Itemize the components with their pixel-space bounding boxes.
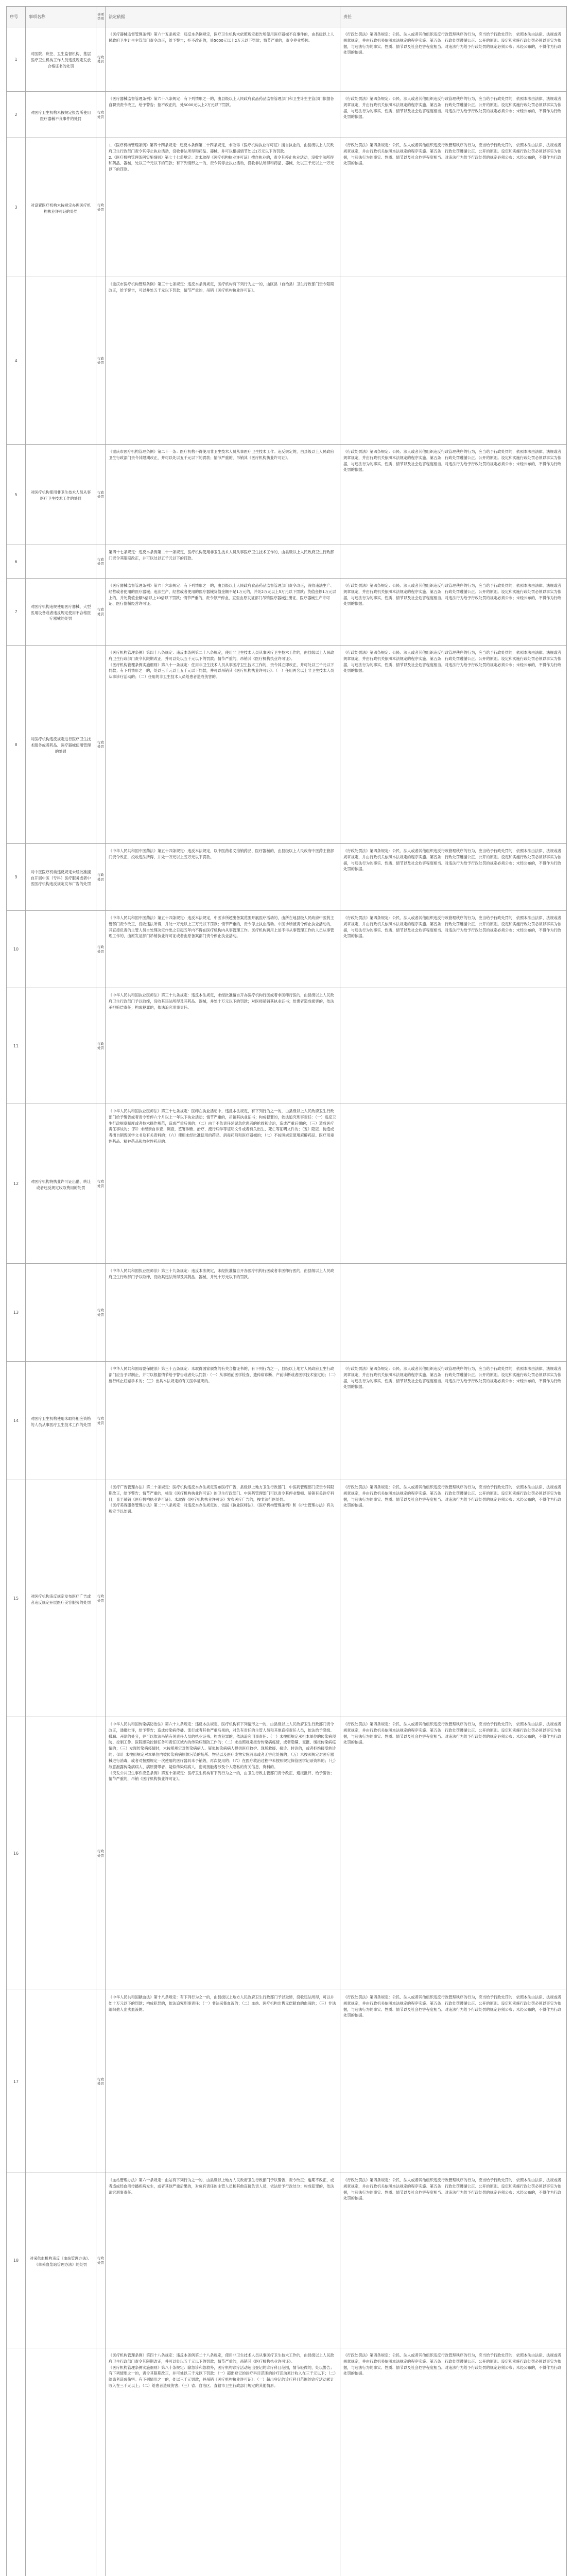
row-item-type: 行政处罚 [96,1264,106,1361]
row-item-name [26,911,96,988]
basis-paragraph: 《中华人民共和国中医药法》第五十四条规定：违反本法规定，中医诊所超出备案范围开展医疗活动的，由所在地县级人民政府中医药主管部门责令改正，没收违法所得，并处一万元以上三万元以下罚款；情节严重的，责令停止执业活动。中医诊所被责令停止执业活动的，其直接负责的主管人员自处理决定作出之日起五年内不得在医疗机构内从事管理工作。医疗机构聘用上述不得从事管理工作的人员从事管理工作的，由原发证部门吊销执业许可证或者由原备案部门责令停止执业活动。 [109,916,334,939]
row-legal-basis [106,27,340,91]
row-legal-basis [106,911,340,988]
row-item-type: 行政处罚 [96,277,106,444]
row-item-type: 行政处罚 [96,2173,106,2348]
basis-paragraph: 《重庆市医疗机构管理条例》第二十一条：医疗机构不得使用非卫生技术人员从事医疗卫生技术工作。违反规定的，由县级以上人民政府卫生行政部门责令其限期改正，并可以处以五千元以下的罚款；情节严重的，吊销其《医疗机构执业许可证》。 [109,449,334,460]
row-legal-basis [106,1717,340,1990]
row-index: 12 [7,1104,26,1263]
row-index: 6 [7,545,26,578]
row-legal-basis [106,445,340,545]
document-table [6,6,567,2576]
row-legal-basis [106,988,340,1104]
row-item-name: 对医疗机构违反规定进行医疗卫生技术服务或者药品、医疗器械使用管理的处罚 [26,646,96,843]
responsibility-text: 《行政处罚法》第四条规定：公民、法人或者其他组织违反行政管理秩序的行为，应当给予行政处罚的，依照本法由法律、法规或者规章规定，并由行政机关依照本法规定的程序实施。第五条：行政处罚遵循公正、公开的原则。设定和实施行政处罚必须以事实为依据，与违法行为的事实、性质、情节以及社会危害程度相当。对违法行为给予行政处罚的规定必须公布；未经公布的，不得作为行政处罚的依据。 [343,143,562,166]
row-legal-basis [106,1104,340,1263]
header-type: 事项类别 [96,7,106,27]
row-legal-basis [106,545,340,578]
row-item-type: 行政处罚 [96,1104,106,1263]
table-row [7,844,566,911]
table-row [7,1362,566,1480]
responsibility-text: 《行政处罚法》第四条规定：公民、法人或者其他组织违反行政管理秩序的行为，应当给予行政处罚的，依照本法由法律、法规或者规章规定，并由行政机关依照本法规定的程序实施。第五条：行政处罚遵循公正、公开的原则。设定和实施行政处罚必须以事实为依据，与违法行为的事实、性质、情节以及社会危害程度相当。对违法行为给予行政处罚的规定必须公布；未经公布的，不得作为行政处罚的依据。 [343,96,562,120]
basis-paragraph: 《中华人民共和国传染病防治法》第六十九条规定：违反本法规定，医疗机构有下列情形之一的，由县级以上人民政府卫生行政部门责令改正，通报批评，给予警告；造成传染病传播、流行或者其他严重后果的，对负有责任的主管人员和其他直接责任人员，依法给予降级、撤职、开除的处分，并可以依法吊销有关责任人员的执业证书；构成犯罪的，依法追究刑事责任：（一）未按照规定承担本单位的传染病预防、控制工作、医院感染控制任务和责任区域内的传染病预防工作的；（二）未按照规定报告传染病疫情，或者隐瞒、谎报、缓报传染病疫情的；（三）发现传染病疫情时，未按照规定对传染病病人、疑似传染病病人提供医疗救护、现场救援、接诊、转诊的，或者拒绝接受转诊的；（四）未按照规定对本单位内被传染病病原体污染的场所、物品以及医疗废物实施消毒或者无害化处置的；（五）未按照规定对医疗器械进行消毒，或者对按照规定一次使用的医疗器具未予销毁，再次使用的；（六）在医疗救治过程中未按照规定保管医学记录资料的；（七）故意泄露传染病病人、病原携带者、疑似传染病病人、密切接触者涉及个人隐私的有关信息、资料的。 [109,1722,336,1769]
table-row [7,445,566,545]
basis-paragraph: 《医疗器械监督管理条例》第六十六条规定：有下列情形之一的，由县级以上人民政府食品药品监督管理部门责令改正，没收违法生产、经营或者使用的医疗器械；违法生产、经营或者使用的医疗器械货值金额不足1万元的，并处2万元以上5万元以下罚款；货值金额1万元以上的，并处货值金额5倍以上10倍以下罚款；情节严重的，责令停产停业，直至由原发证部门吊销医疗器械注册证、医疗器械生产许可证、医疗器械经营许可证。 [109,583,336,606]
row-item-name: 对采供血机构违反《血站管理办法》、《单采血浆站管理办法》的处罚 [26,2173,96,2348]
row-responsibility [340,138,567,277]
row-legal-basis [106,844,340,910]
row-responsibility [340,545,567,578]
row-item-name: 对医院、疾控、卫生监督机构、基层医疗卫生机构工作人员违反规定发放合格证书的处罚 [26,27,96,91]
row-legal-basis [106,2173,340,2348]
row-item-name: 对医疗机构使用非卫生技术人员从事医疗卫生技术工作的处罚 [26,445,96,545]
basis-paragraph: 《血站管理办法》第六十条规定：血站有下列行为之一的，由县级以上地方人民政府卫生行政部门予以警告、责令改正；逾期不改正，或者造成经血液传播疾病发生，或者其他严重后果的，对负有责任的主管人员和其他直接负责人员，依法给予行政处分；构成犯罪的，依法追究刑事责任。 [109,2178,334,2195]
responsibility-text: 《行政处罚法》第四条规定：公民、法人或者其他组织违反行政管理秩序的行为，应当给予行政处罚的，依照本法由法律、法规或者规章规定，并由行政机关依照本法规定的程序实施。第五条：行政处罚遵循公正、公开的原则。设定和实施行政处罚必须以事实为依据，与违法行为的事实、性质、情节以及社会危害程度相当。对违法行为给予行政处罚的规定必须公布；未经公布的，不得作为行政处罚的依据。 [343,1995,562,2018]
responsibility-text: 《行政处罚法》第四条规定：公民、法人或者其他组织违反行政管理秩序的行为，应当给予行政处罚的，依照本法由法律、法规或者规章规定，并由行政机关依照本法规定的程序实施。第五条：行政处罚遵循公正、公开的原则。设定和实施行政处罚必须以事实为依据，与违法行为的事实、性质、情节以及社会危害程度相当。对违法行为给予行政处罚的规定必须公布；未经公布的，不得作为行政处罚的依据。 [343,2353,562,2376]
row-responsibility [340,911,567,988]
row-legal-basis [106,92,340,138]
table-header [7,7,566,27]
row-index: 1 [7,27,26,91]
basis-paragraph: 2.《医疗机构管理条例实施细则》第七十七条规定：对未取得《医疗机构执业许可证》擅自执业的，责令其停止执业活动，没收非法所得和药品、器械，处以三千元以下的罚款；有下列情形之一的，责令其停止执业活动，没收非法所得和药品、器械，处以三千元以上一万元以下的罚款。 [109,155,334,172]
responsibility-text: 《行政处罚法》第四条规定：公民、法人或者其他组织违反行政管理秩序的行为，应当给予行政处罚的，依照本法由法律、法规或者规章规定，并由行政机关依照本法规定的程序实施。第五条：行政处罚遵循公正、公开的原则。设定和实施行政处罚必须以事实为依据，与违法行为的事实、性质、情节以及社会危害程度相当。对违法行为给予行政处罚的规定必须公布；未经公布的，不得作为行政处罚的依据。 [343,849,562,872]
basis-paragraph: 《医疗机构管理条例实施细则》第八十一条规定：任用非卫生技术人员从事医疗卫生技术工作的，责令其立即改正，并可处以三千元以下罚款；有下列情形之一的，处以三千元以上五千元以下罚款，并可以吊销其《医疗机构执业许可证》：（一）任用两名以上非卫生技术人员从事诊疗活动的；（二）任用的非卫生技术人员给患者造成伤害的。 [109,662,334,680]
row-index: 8 [7,646,26,843]
responsibility-text: 《行政处罚法》第四条规定：公民、法人或者其他组织违反行政管理秩序的行为，应当给予行政处罚的，依照本法由法律、法规或者规章规定，并由行政机关依照本法规定的程序实施。第五条：行政处罚遵循公正、公开的原则。设定和实施行政处罚必须以事实为依据，与违法行为的事实、性质、情节以及社会危害程度相当。对违法行为给予行政处罚的规定必须公布；未经公布的，不得作为行政处罚的依据。 [343,916,562,939]
basis-paragraph: 《医疗器械监督管理条例》第六十五条规定：违反本条例规定，医疗卫生机构未依照规定报告所使用医疗器械不良事件的，由县级以上人民政府卫生计生主管部门责令改正，给予警告；拒不改正的，处5000元以上2万元以下罚款；情节严重的，责令停业整顿。 [109,32,334,43]
row-item-type: 行政处罚 [96,844,106,910]
basis-paragraph: 《医疗器械监督管理条例》第六十八条规定：有下列情形之一的，由县级以上人民政府食品药品监督管理部门和卫生计生主管部门依据各自职责责令改正，给予警告；拒不改正的，处5000元以上2万元以下罚款。 [109,96,334,107]
row-index: 10 [7,911,26,988]
row-item-name [26,545,96,578]
row-item-type: 行政处罚 [96,579,106,645]
row-index: 4 [7,277,26,444]
header-item: 事项名称 [26,7,96,27]
table-row [7,277,566,445]
basis-paragraph: 《中华人民共和国执业医师法》第三十七条规定：医师在执业活动中，违反本法规定，有下列行为之一的，由县级以上人民政府卫生行政部门给予警告或者责令暂停六个月以上一年以下执业活动；情节严重的，吊销其执业证书；构成犯罪的，依法追究刑事责任：（一）违反卫生行政规章制度或者技术操作规范，造成严重后果的；（二）由于不负责任延误急危患者的抢救和诊治，造成严重后果的；（三）造成医疗责任事故的；（四）未经亲自诊查、调查，签署诊断、治疗、流行病学等证明文件或者有关出生、死亡等证明文件的；（五）隐匿、伪造或者擅自销毁医学文书及有关资料的；（六）使用未经批准使用的药品、消毒药剂和医疗器械的；（七）不按照规定使用麻醉药品、医疗用毒性药品、精神药品和放射性药品的。 [109,1109,336,1144]
row-responsibility [340,2173,567,2348]
row-index [7,2348,26,2576]
basis-paragraph: 《重庆市医疗机构管理条例》第三十七条规定：违反本条例规定，医疗机构有下列行为之一的，由区县（自治县）卫生行政部门责令限期改正，给予警告，可以并处五千元以下罚款；情节严重的，吊销《医疗机构执业许可证》。 [109,282,334,293]
row-item-name: 对医疗卫生机构使用未取得相应资格的人员从事医疗卫生技术工作的处罚 [26,1362,96,1480]
row-index: 16 [7,1717,26,1990]
basis-paragraph: 《医疗机构管理条例》第四十八条规定：违反本条例第二十八条规定，使用非卫生技术人员从事医疗卫生技术工作的，由县级以上人民政府卫生行政部门责令其限期改正，并可以处以五千元以下的罚款；情节严重的，吊销其《医疗机构执业许可证》。 [109,2353,334,2364]
table-row [7,92,566,138]
responsibility-text: 《行政处罚法》第四条规定：公民、法人或者其他组织违反行政管理秩序的行为，应当给予行政处罚的，依照本法由法律、法规或者规章规定，并由行政机关依照本法规定的程序实施。第五条：行政处罚遵循公正、公开的原则。设定和实施行政处罚必须以事实为依据，与违法行为的事实、性质、情节以及社会危害程度相当。对违法行为给予行政处罚的规定必须公布；未经公布的，不得作为行政处罚的依据。 [343,32,562,55]
row-item-type: 行政处罚 [96,27,106,91]
row-item-type: 行政处罚 [96,545,106,578]
row-index: 2 [7,92,26,138]
table-row [7,1717,566,1990]
row-responsibility [340,27,567,91]
table-row [7,27,566,92]
row-index: 18 [7,2173,26,2348]
table-row [7,2348,566,2576]
row-item-name: 对医疗机构违规使用医疗器械、大型医用设备或者违反规定使用不合格医疗器械的处罚 [26,579,96,645]
row-item-type [96,2348,106,2576]
header-duty: 责任 [343,14,352,19]
row-item-type: 行政处罚 [96,1480,106,1717]
table-row [7,1990,566,2173]
basis-paragraph: 《中华人民共和国中医药法》第五十四条规定：违反本法规定，以中医药名义推销药品、医疗器械的，由县级以上人民政府中医药主管部门责令改正，没收违法所得，并处一万元以上五万元以下罚款。 [109,849,334,859]
row-responsibility [340,277,567,444]
row-index: 5 [7,445,26,545]
responsibility-text: 《行政处罚法》第四条规定：公民、法人或者其他组织违反行政管理秩序的行为，应当给予行政处罚的，依照本法由法律、法规或者规章规定，并由行政机关依照本法规定的程序实施。第五条：行政处罚遵循公正、公开的原则。设定和实施行政处罚必须以事实为依据，与违法行为的事实、性质、情节以及社会危害程度相当。对违法行为给予行政处罚的规定必须公布；未经公布的，不得作为行政处罚的依据。 [343,1722,562,1745]
row-responsibility [340,1990,567,2173]
row-index: 11 [7,988,26,1104]
table-row [7,646,566,844]
row-responsibility [340,92,567,138]
row-legal-basis [106,277,340,444]
basis-paragraph: 《医疗美容服务管理办法》第二十八条规定：对违反本办法规定的，依据《执业医师法》、《医疗机构管理条例》和《护士管理办法》有关规定予以处罚。 [109,1503,334,1514]
row-item-name [26,277,96,444]
row-responsibility [340,646,567,843]
row-item-name [26,988,96,1104]
row-index: 9 [7,844,26,910]
row-legal-basis [106,1264,340,1361]
basis-paragraph: 《中华人民共和国执业医师法》第三十九条规定：违反本法规定，未经批准擅自开办医疗机构行医或者非医师行医的，由县级以上人民政府卫生行政部门予以取缔，没收其违法所得及其药品、器械，并处十万元以下的罚款；对医师吊销其执业证书；给患者造成损害的，依法承担赔偿责任；构成犯罪的，依法追究刑事责任。 [109,993,334,1010]
row-item-name: 对设置医疗机构未按规定办理医疗机构执业许可证的处罚 [26,138,96,277]
responsibility-text: 《行政处罚法》第四条规定：公民、法人或者其他组织违反行政管理秩序的行为，应当给予行政处罚的，依照本法由法律、法规或者规章规定，并由行政机关依照本法规定的程序实施。第五条：行政处罚遵循公正、公开的原则。设定和实施行政处罚必须以事实为依据，与违法行为的事实、性质、情节以及社会危害程度相当。对违法行为给予行政处罚的规定必须公布；未经公布的，不得作为行政处罚的依据。 [343,1366,562,1389]
basis-paragraph: 《医疗机构管理条例》第四十八条规定：违反本条例第二十八条规定，使用非卫生技术人员从事医疗卫生技术工作的，由县级以上人民政府卫生行政部门责令其限期改正，并可以处以五千元以下的罚款；情节严重的，吊销其《医疗机构执业许可证》。 [109,650,334,661]
table-row [7,988,566,1104]
responsibility-text: 《行政处罚法》第四条规定：公民、法人或者其他组织违反行政管理秩序的行为，应当给予行政处罚的，依照本法由法律、法规或者规章规定，并由行政机关依照本法规定的程序实施。第五条：行政处罚遵循公正、公开的原则。设定和实施行政处罚必须以事实为依据，与违法行为的事实、性质、情节以及社会危害程度相当。对违法行为给予行政处罚的规定必须公布；未经公布的，不得作为行政处罚的依据。 [343,449,562,472]
basis-paragraph: 《中华人民共和国执业医师法》第三十九条规定：违反本法规定，未经批准擅自开办医疗机构行医或者非医师行医的，由县级以上人民政府卫生行政部门予以取缔，没收其违法所得及其药品、器械，并处十万元以下的罚款。 [109,1268,334,1279]
row-item-name: 对医疗机构将执业许可证出借、转让或者违反规定收取费用的处罚 [26,1104,96,1263]
row-legal-basis [106,1362,340,1480]
table-row [7,545,566,579]
table-row [7,2173,566,2348]
row-item-name [26,1717,96,1990]
responsibility-text: 《行政处罚法》第四条规定：公民、法人或者其他组织违反行政管理秩序的行为，应当给予行政处罚的，依照本法由法律、法规或者规章规定，并由行政机关依照本法规定的程序实施。第五条：行政处罚遵循公正、公开的原则。设定和实施行政处罚必须以事实为依据，与违法行为的事实、性质、情节以及社会危害程度相当。对违法行为给予行政处罚的规定必须公布；未经公布的，不得作为行政处罚的依据。 [343,1485,562,1508]
row-item-name [26,1990,96,2173]
row-legal-basis [106,646,340,843]
table-row [7,911,566,988]
row-item-name [26,2348,96,2576]
basis-paragraph: 《医疗机构管理条例实施细则》第八十条规定：除急诊和急救外，医疗机构诊疗活动超出登记的诊疗科目范围，情节轻微的，处以警告；有下列情形之一的，责令其限期改正，并可处以三千元以下罚款：（一）超出登记的诊疗科目范围的诊疗活动累计收入在三千元以下；（二）给患者造成伤害。有下列情形之一的，处以三千元罚款，并吊销《医疗机构执业许可证》：（一）超出登记的诊疗科目范围的诊疗活动累计收入在三千元以上；（二）给患者造成伤害；（三）省、自治区、直辖市卫生行政部门规定的其他情形。 [109,2365,336,2388]
row-responsibility [340,1264,567,1361]
row-index: 13 [7,1264,26,1361]
row-index: 14 [7,1362,26,1480]
row-responsibility [340,445,567,545]
table-row [7,138,566,277]
row-item-name: 对医疗卫生机构未按规定报告所使用医疗器械不良事件的处罚 [26,92,96,138]
row-legal-basis [106,579,340,645]
responsibility-text: 《行政处罚法》第四条规定：公民、法人或者其他组织违反行政管理秩序的行为，应当给予行政处罚的，依照本法由法律、法规或者规章规定，并由行政机关依照本法规定的程序实施。第五条：行政处罚遵循公正、公开的原则。设定和实施行政处罚必须以事实为依据，与违法行为的事实、性质、情节以及社会危害程度相当。对违法行为给予行政处罚的规定必须公布；未经公布的，不得作为行政处罚的依据。 [343,583,562,606]
row-item-type: 行政处罚 [96,138,106,277]
row-responsibility [340,1717,567,1990]
row-item-type: 行政处罚 [96,1362,106,1480]
row-item-type: 行政处罚 [96,911,106,988]
row-legal-basis [106,138,340,277]
row-item-type: 行政处罚 [96,1717,106,1990]
responsibility-text: 《行政处罚法》第四条规定：公民、法人或者其他组织违反行政管理秩序的行为，应当给予行政处罚的，依照本法由法律、法规或者规章规定，并由行政机关依照本法规定的程序实施。第五条：行政处罚遵循公正、公开的原则。设定和实施行政处罚必须以事实为依据，与违法行为的事实、性质、情节以及社会危害程度相当。对违法行为给予行政处罚的规定必须公布；未经公布的，不得作为行政处罚的依据。 [343,2178,562,2201]
row-legal-basis [106,2348,340,2576]
row-responsibility [340,1480,567,1717]
basis-paragraph: 《中华人民共和国献血法》第十八条规定：有下列行为之一的，由县级以上地方人民政府卫生行政部门予以取缔，没收违法所得，可以并处十万元以下的罚款；构成犯罪的，依法追究刑事责任：（一）非法采集血液的；（二）血站、医疗机构出售无偿献血的血液的；（三）非法组织他人出卖血液的。 [109,1995,336,2012]
table-row [7,1104,566,1264]
row-item-type: 行政处罚 [96,92,106,138]
basis-paragraph: 第四十七条规定：违反本条例第二十一条规定，医疗机构使用非卫生技术人员从事医疗卫生技术工作的，由县级以上人民政府卫生行政部门责令其限期改正，并可以处以五千元以下的罚款。 [109,550,334,561]
row-legal-basis [106,1990,340,2173]
table-row [7,579,566,646]
row-index: 15 [7,1480,26,1717]
row-index: 7 [7,579,26,645]
row-responsibility [340,579,567,645]
row-item-name: 对中医医疗机构违反规定未经批准擅自开展中医（专科）医疗服务或者中医医疗机构违反规定发布广告的处罚 [26,844,96,910]
row-index: 17 [7,1990,26,2173]
row-responsibility [340,2348,567,2576]
row-index: 3 [7,138,26,277]
basis-paragraph: 《突发公共卫生事件应急条例》第五十条规定：医疗卫生机构有下列行为之一的，由卫生行政主管部门责令改正、通报批评、给予警告；情节严重的，吊销《医疗机构执业许可证》。 [109,1770,334,1782]
row-item-type: 行政处罚 [96,646,106,843]
table-row [7,1480,566,1717]
header-basis: 法定依据 [106,7,340,27]
basis-paragraph: 《中华人民共和国母婴保健法》第三十五条规定：未取得国家颁发的有关合格证书的，有下列行为之一，县级以上地方人民政府卫生行政部门应当予以制止，并可以根据情节给予警告或者处以罚款：（一）从事婚前医学检查、遗传病诊断、产前诊断或者医学技术鉴定的；（二）施行终止妊娠手术的；（三）出具本法规定的有关医学证明的。 [109,1366,336,1383]
header-index: 序号 [7,7,26,27]
row-item-type: 行政处罚 [96,988,106,1104]
row-item-type: 行政处罚 [96,445,106,545]
row-responsibility [340,1104,567,1263]
row-responsibility [340,844,567,910]
row-item-name: 对医疗机构违反规定发布医疗广告或者违反规定开展医疗美容服务的处罚 [26,1480,96,1717]
row-responsibility [340,988,567,1104]
table-row [7,1264,566,1362]
responsibility-text: 《行政处罚法》第四条规定：公民、法人或者其他组织违反行政管理秩序的行为，应当给予行政处罚的，依照本法由法律、法规或者规章规定，并由行政机关依照本法规定的程序实施。第五条：行政处罚遵循公正、公开的原则。设定和实施行政处罚必须以事实为依据，与违法行为的事实、性质、情节以及社会危害程度相当。对违法行为给予行政处罚的规定必须公布；未经公布的，不得作为行政处罚的依据。 [343,650,562,673]
basis-paragraph: 《医疗广告管理办法》第二十条规定：医疗机构违反本办法规定发布医疗广告，县级以上地方卫生行政部门、中医药管理部门应责令其限期改正，给予警告；情节严重的，核发《医疗机构执业许可证》的卫生行政部门、中医药管理部门可以责令其停业整顿、吊销有关诊疗科目，直至吊销《医疗机构执业许可证》。未取得《医疗机构执业许可证》发布医疗广告的，按非法行医处罚。 [109,1485,334,1502]
row-legal-basis [106,1480,340,1717]
row-responsibility [340,1362,567,1480]
basis-paragraph: 1.《医疗机构管理条例》第四十四条规定：违反本条例第二十四条规定，未取得《医疗机构执业许可证》擅自执业的，由县级以上人民政府卫生行政部门责令其停止执业活动，没收非法所得和药品、器械，并可以根据情节处以1万元以下的罚款。 [109,143,334,154]
row-item-name [26,1264,96,1361]
row-item-type: 行政处罚 [96,1990,106,2173]
